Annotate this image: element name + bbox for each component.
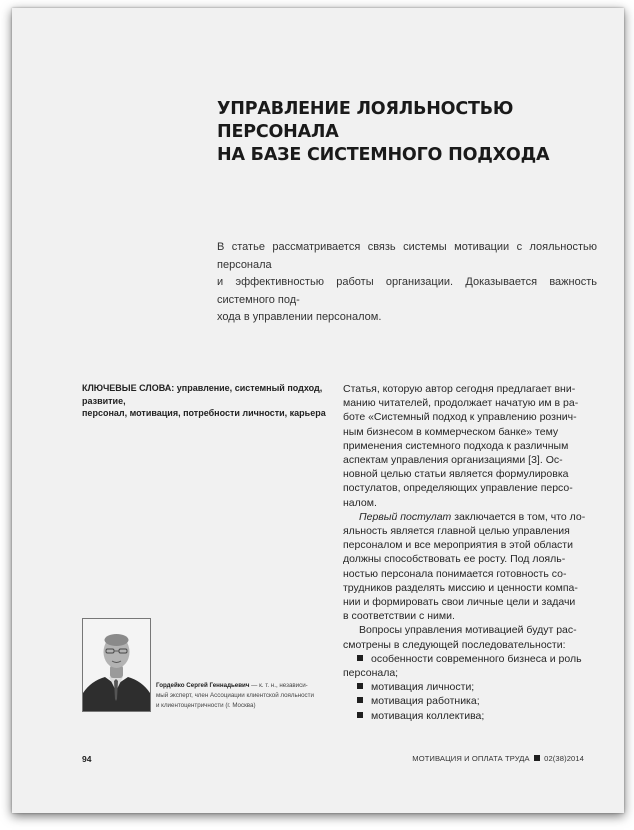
body-line: налом. [343, 496, 377, 509]
first-postulate-term: Первый постулат [359, 510, 452, 523]
article-title [217, 98, 597, 167]
sub-bullet-item [343, 709, 603, 723]
article-lead [217, 239, 597, 327]
author-line-3: и клиентоцентричности (г. Москва) [156, 702, 256, 709]
author-info [156, 681, 346, 711]
title-line-2: НА БАЗЕ СИСТЕМНОГО ПОДХОДА [217, 145, 550, 165]
square-bullet-icon [357, 712, 363, 718]
title-line-1: УПРАВЛЕНИЕ ЛОЯЛЬНОСТЬЮ ПЕРСОНАЛА [217, 99, 514, 142]
body-line: должны способствовать ее росту. Под лояль- [343, 553, 566, 566]
journal-issue: 02(38)2014 [544, 754, 584, 763]
body-line: аспектам управления организациями [3]. Ос- [343, 454, 563, 467]
body-line: манию читателей, продолжает начатую им в ра- [343, 397, 579, 410]
keywords-line-1: КЛЮЧЕВЫЕ СЛОВА: управление, системный подход, развитие, [82, 383, 323, 406]
keywords-line-2: персонал, мотивация, потребности личности, карьера [82, 408, 326, 418]
journal-page [12, 8, 624, 813]
author-line-1 [156, 681, 346, 691]
body-line: Статья, которую автор сегодня предлагает вни- [343, 383, 576, 395]
body-line: постулатов, определяющих управление персо- [343, 482, 573, 495]
author-line-1-rest: — к. т. н., независи- [249, 682, 308, 689]
author-portrait-icon [83, 619, 150, 711]
lead-line-3: хода в управлении персоналом. [217, 311, 382, 323]
body-line-postulate [343, 510, 603, 524]
article-body [343, 382, 603, 723]
lead-line-1: В статье рассматривается связь системы мотивации с лояльностью персонала [217, 241, 597, 271]
body-line: боте «Системный подход к управлению рознич- [343, 411, 577, 424]
lead-line-2: и эффективностью работы организации. Доказывается важность системного под- [217, 276, 597, 306]
journal-running-footer [412, 754, 584, 763]
sub-bullet-item [343, 694, 603, 708]
body-line: трудников разделять миссию и ценности компа- [343, 581, 578, 594]
postulate-line-rest: заключается в том, что ло- [451, 510, 586, 523]
square-bullet-icon [357, 655, 363, 661]
square-bullet-icon [357, 683, 363, 689]
author-name: Гордейко Сергей Геннадьевич [156, 682, 250, 689]
body-line: нии и формировать свои личные цели и задачи [343, 596, 576, 609]
body-line: смотрены в следующей последовательности: [343, 638, 566, 651]
body-line: в соответствии с ними. [343, 610, 455, 623]
body-line: ным бизнесом в коммерческом банке» тему [343, 425, 559, 438]
body-line: ностью персонала понимается готовность со- [343, 567, 567, 580]
bullet-continuation: персонала; [343, 667, 399, 680]
square-bullet-icon [357, 697, 363, 703]
sub-bullet-text: мотивация личности; [371, 681, 475, 694]
body-line: персоналом и все мероприятия в этой области [343, 539, 573, 552]
body-line: Вопросы управления мотивацией будут рас- [359, 624, 577, 637]
body-line: новной целью статьи является формулировка [343, 468, 569, 481]
sub-bullet-item [343, 680, 603, 694]
sub-bullet-text: мотивация коллектива; [371, 709, 485, 722]
page-number: 94 [82, 754, 92, 764]
author-photo [82, 618, 151, 712]
bullet-text: особенности современного бизнеса и роль [371, 652, 582, 665]
body-line: применения системного подхода к различным [343, 439, 569, 452]
square-separator-icon [534, 755, 540, 761]
keywords-block [82, 382, 337, 420]
author-line-2: мый эксперт, член Ассоциации клиентской лояльности [156, 692, 314, 699]
body-line: яльность является главной целью управления [343, 525, 570, 538]
journal-name: МОТИВАЦИЯ И ОПЛАТА ТРУДА [412, 754, 530, 763]
bullet-item [343, 652, 603, 666]
sub-bullet-text: мотивация работника; [371, 695, 480, 708]
